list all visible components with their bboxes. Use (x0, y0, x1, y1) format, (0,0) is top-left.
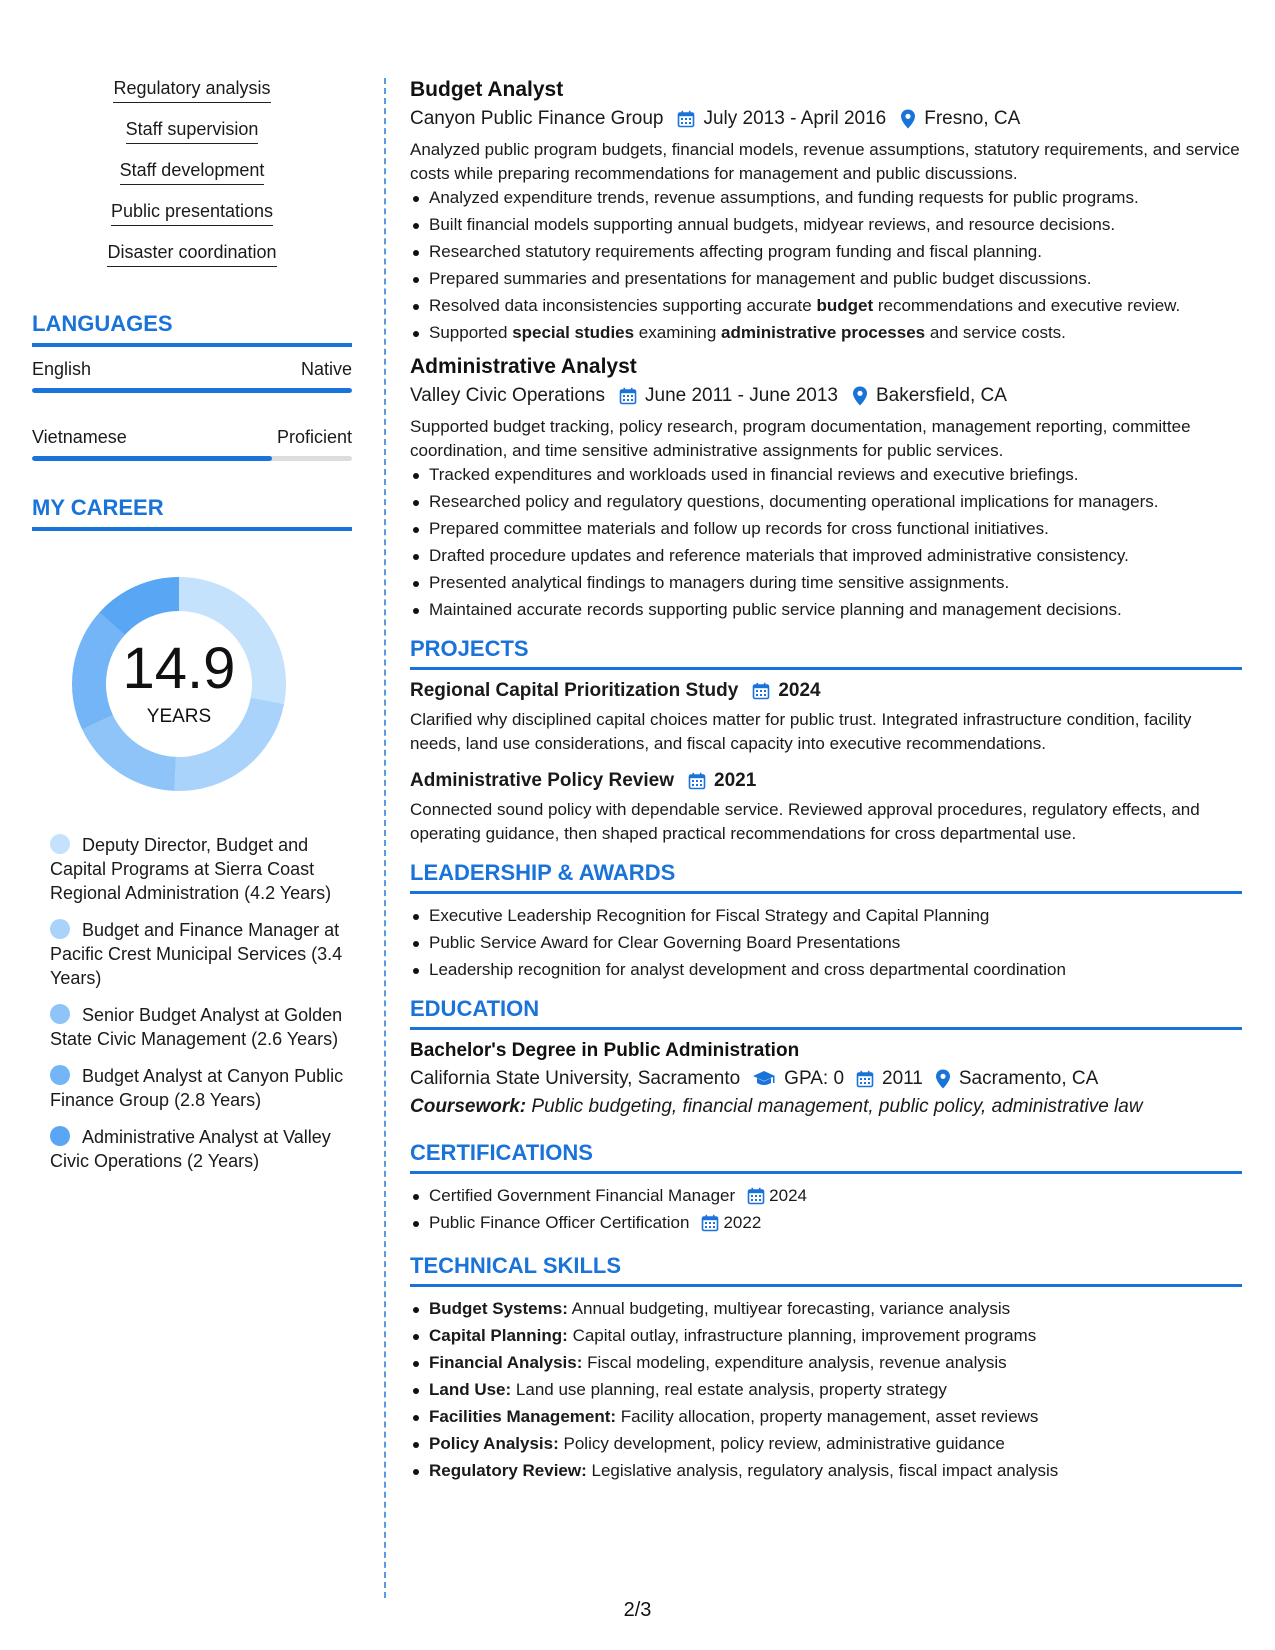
project-header (410, 770, 1242, 792)
bullet-text: Maintained accurate records supporting public service planning and management decisions. (429, 600, 1122, 619)
skill-label: Staff development (120, 160, 265, 185)
location-pin-icon (900, 109, 916, 129)
technical-skill-item (410, 1324, 1242, 1348)
career-legend-label: Budget and Finance Manager at Pacific Crest Municipal Services (3.4 Years) (50, 920, 343, 988)
technical-skill-item (410, 1297, 1242, 1321)
bullet-text: Researched policy and regulatory questions, documenting operational implications for managers. (429, 492, 1159, 511)
technical-skill-text: Facility allocation, property management, asset reviews (620, 1407, 1039, 1426)
bullet-text: Prepared committee materials and follow up records for cross functional initiatives. (429, 519, 1049, 538)
company-name: Valley Civic Operations (410, 385, 606, 406)
skill-label: Regulatory analysis (113, 78, 270, 103)
career-heading: MY CAREER (32, 495, 352, 531)
job-title: Budget Analyst (410, 78, 564, 101)
career-legend (32, 833, 352, 1173)
technical-skills-list (410, 1297, 1242, 1483)
technical-skill-item (410, 1405, 1242, 1429)
career-legend-item (50, 1064, 352, 1112)
job-dates: July 2013 - April 2016 (703, 108, 887, 129)
skill-item (32, 201, 352, 226)
projects-section (410, 636, 1242, 846)
job-bullet (410, 517, 1242, 541)
certification-year: 2024 (769, 1186, 807, 1205)
language-name: English (32, 359, 92, 379)
projects-heading: PROJECTS (410, 636, 1242, 670)
legend-dot-icon (50, 834, 70, 854)
projects-list (410, 680, 1242, 846)
graduation-year: 2011 (882, 1068, 923, 1089)
coursework-label: Coursework: (410, 1096, 527, 1117)
language-proficiency-bar (32, 456, 352, 461)
technical-skill-text: Fiscal modeling, expenditure analysis, revenue analysis (587, 1353, 1007, 1372)
career-total-unit: YEARS (146, 706, 212, 727)
language-proficiency-bar (32, 388, 352, 393)
bullet-bold-text: budget (816, 296, 874, 315)
technical-skill-text: Legislative analysis, regulatory analysis, fiscal impact analysis (591, 1461, 1059, 1480)
awards-section (410, 860, 1242, 982)
degree-title: Bachelor's Degree in Public Administration (410, 1040, 800, 1061)
calendar-icon (677, 110, 695, 128)
technical-skill-text: Land use planning, real estate analysis, property strategy (515, 1380, 947, 1399)
career-legend-item (50, 918, 352, 990)
career-legend-item (50, 1003, 352, 1051)
technical-skills-heading: TECHNICAL SKILLS (410, 1253, 1242, 1287)
legend-dot-icon (50, 1004, 70, 1024)
certification-year: 2022 (723, 1213, 762, 1232)
job-title: Administrative Analyst (410, 355, 637, 378)
legend-dot-icon (50, 919, 70, 939)
right-column (410, 78, 1242, 1486)
left-column (32, 78, 352, 1186)
bullet-text: Prepared summaries and presentations for management and public budget discussions. (429, 269, 1092, 288)
job-bullet (410, 463, 1242, 487)
job-bullet (410, 598, 1242, 622)
technical-skill-label: Policy Analysis: (429, 1434, 559, 1453)
job-bullet (410, 294, 1242, 318)
education-heading: EDUCATION (410, 996, 1242, 1030)
certification-item (410, 1211, 1242, 1235)
calendar-icon (701, 1214, 719, 1232)
coursework-text: Public budgeting, financial management, public policy, administrative law (531, 1096, 1143, 1117)
career-legend-item (50, 1125, 352, 1173)
bullet-bold-text: special studies (512, 323, 635, 342)
skill-item (32, 160, 352, 185)
project-header (410, 680, 1242, 702)
project-title: Administrative Policy Review (410, 770, 674, 791)
award-item: Executive Leadership Recognition for Fiscal Strategy and Capital Planning (410, 904, 1242, 928)
skill-label: Disaster coordination (107, 242, 276, 267)
location-pin-icon (935, 1069, 951, 1089)
technical-skill-item (410, 1459, 1242, 1483)
job-meta (410, 108, 1242, 130)
job-bullet (410, 544, 1242, 568)
skill-item (32, 242, 352, 267)
education-meta (410, 1068, 1242, 1090)
awards-heading: LEADERSHIP & AWARDS (410, 860, 1242, 894)
page-number: 2/3 (623, 1599, 652, 1621)
bullet-text: and service costs. (925, 323, 1066, 342)
language-level: Native (300, 359, 352, 379)
education-location: Sacramento, CA (958, 1068, 1099, 1089)
project-entry (410, 680, 1242, 756)
career-legend-label: Administrative Analyst at Valley Civic Operations (2 Years) (50, 1127, 331, 1171)
certification-item (410, 1184, 1242, 1208)
certification-row (429, 1184, 807, 1208)
technical-skill-item (410, 1378, 1242, 1402)
languages-section (32, 311, 352, 461)
career-section (32, 495, 352, 1173)
awards-list (410, 904, 1242, 982)
language-level: Proficient (276, 427, 352, 447)
job-entry (410, 78, 1242, 345)
technical-skill-item (410, 1351, 1242, 1375)
technical-skill-text: Policy development, policy review, administrative guidance (563, 1434, 1005, 1453)
skill-item (32, 78, 352, 103)
legend-dot-icon (50, 1126, 70, 1146)
certification-name: Public Finance Officer Certification (429, 1213, 690, 1232)
job-bullet (410, 240, 1242, 264)
bullet-text: examining (634, 323, 722, 342)
technical-skill-label: Regulatory Review: (429, 1461, 587, 1480)
skill-list (32, 78, 352, 267)
project-description: Clarified why disciplined capital choices matter for public trust. Integrated infrastructure condition, facility needs, land use considerations, and fiscal capacity into executive recommendations. (410, 710, 1192, 753)
career-total-years: 14.9 (122, 636, 236, 701)
job-bullet (410, 490, 1242, 514)
job-location: Fresno, CA (924, 108, 1021, 129)
bullet-text: recommendations and executive review. (873, 296, 1181, 315)
languages-heading: LANGUAGES (32, 311, 352, 347)
career-legend-label: Budget Analyst at Canyon Public Finance Group (2.8 Years) (50, 1066, 344, 1110)
bullet-text: Presented analytical findings to managers during time sensitive assignments. (429, 573, 1010, 592)
calendar-icon (747, 1187, 765, 1205)
calendar-icon (688, 772, 706, 790)
career-legend-label: Deputy Director, Budget and Capital Programs at Sierra Coast Regional Administration (4.2 Years) (50, 835, 332, 903)
school-name: California State University, Sacramento (410, 1068, 741, 1089)
calendar-icon (856, 1070, 874, 1088)
technical-skill-label: Facilities Management: (429, 1407, 617, 1426)
skill-label: Staff supervision (126, 119, 259, 144)
job-dates: June 2011 - June 2013 (645, 385, 838, 406)
certifications-list (410, 1184, 1242, 1235)
gpa: GPA: 0 (784, 1068, 845, 1089)
language-proficiency-fill (32, 388, 352, 393)
skill-item (32, 119, 352, 144)
bullet-text: Tracked expenditures and workloads used in financial reviews and executive briefings. (429, 465, 1079, 484)
bullet-text: Drafted procedure updates and reference materials that improved administrative consistency. (429, 546, 1129, 565)
job-description: Analyzed public program budgets, financial models, revenue assumptions, statutory requirements, and service costs while preparing recommendations for management and public discussions. (410, 140, 1240, 183)
company-name: Canyon Public Finance Group (410, 108, 664, 129)
award-item: Public Service Award for Clear Governing Board Presentations (410, 931, 1242, 955)
job-bullet (410, 321, 1242, 345)
job-bullet (410, 571, 1242, 595)
certification-row (429, 1211, 761, 1235)
certification-name: Certified Government Financial Manager (429, 1186, 736, 1205)
project-description: Connected sound policy with dependable service. Reviewed approval procedures, regulatory effects, and operating guidance, then shaped practical recommendations for cross departmental use. (410, 800, 1200, 843)
job-bullet (410, 186, 1242, 210)
bullet-text: Built financial models supporting annual budgets, midyear reviews, and resource decisions. (429, 215, 1116, 234)
language-name: Vietnamese (32, 427, 127, 447)
job-bullets (410, 463, 1242, 622)
job-meta (410, 385, 1242, 407)
calendar-icon (752, 682, 770, 700)
job-entry (410, 355, 1242, 622)
bullet-text: Supported (429, 323, 513, 342)
bullet-text: Analyzed expenditure trends, revenue assumptions, and funding requests for public programs. (429, 188, 1139, 207)
skill-label: Public presentations (111, 201, 273, 226)
technical-skill-label: Land Use: (429, 1380, 512, 1399)
award-item: Leadership recognition for analyst development and cross departmental coordination (410, 958, 1242, 982)
bullet-text: Researched statutory requirements affecting program funding and fiscal planning. (429, 242, 1042, 261)
technical-skill-label: Budget Systems: (429, 1299, 568, 1318)
job-bullet (410, 267, 1242, 291)
project-year: 2024 (778, 680, 821, 701)
language-list (32, 359, 352, 461)
technical-skill-text: Capital outlay, infrastructure planning, improvement programs (572, 1326, 1037, 1345)
career-legend-item (50, 833, 352, 905)
job-description: Supported budget tracking, policy research, program documentation, management reporting, committee coordination, and time sensitive administrative assignments for public services. (410, 417, 1191, 460)
technical-skill-item (410, 1432, 1242, 1456)
job-bullet (410, 213, 1242, 237)
education-section (410, 996, 1242, 1118)
language-row (32, 427, 352, 448)
certifications-heading: CERTIFICATIONS (410, 1140, 1242, 1174)
certifications-section (410, 1140, 1242, 1235)
location-pin-icon (852, 386, 868, 406)
bullet-text: Resolved data inconsistencies supporting accurate (429, 296, 817, 315)
column-divider (384, 78, 386, 1598)
experience-list (410, 78, 1242, 622)
technical-skills-section (410, 1253, 1242, 1483)
technical-skill-label: Financial Analysis: (429, 1353, 583, 1372)
career-legend-label: Senior Budget Analyst at Golden State Civic Management (2.6 Years) (50, 1005, 343, 1049)
project-title: Regional Capital Prioritization Study (410, 680, 739, 701)
project-year: 2021 (714, 770, 757, 791)
donut-center (64, 569, 294, 799)
legend-dot-icon (50, 1065, 70, 1085)
graduation-cap-icon (752, 1070, 776, 1088)
job-bullets (410, 186, 1242, 345)
job-location: Bakersfield, CA (875, 385, 1007, 406)
bullet-bold-text: administrative processes (721, 323, 926, 342)
language-proficiency-fill (32, 456, 272, 461)
project-entry (410, 770, 1242, 846)
technical-skill-text: Annual budgeting, multiyear forecasting, variance analysis (571, 1299, 1011, 1318)
language-row (32, 359, 352, 380)
career-donut-chart (64, 569, 294, 799)
coursework (410, 1096, 1242, 1118)
calendar-icon (619, 387, 637, 405)
technical-skill-label: Capital Planning: (429, 1326, 568, 1345)
